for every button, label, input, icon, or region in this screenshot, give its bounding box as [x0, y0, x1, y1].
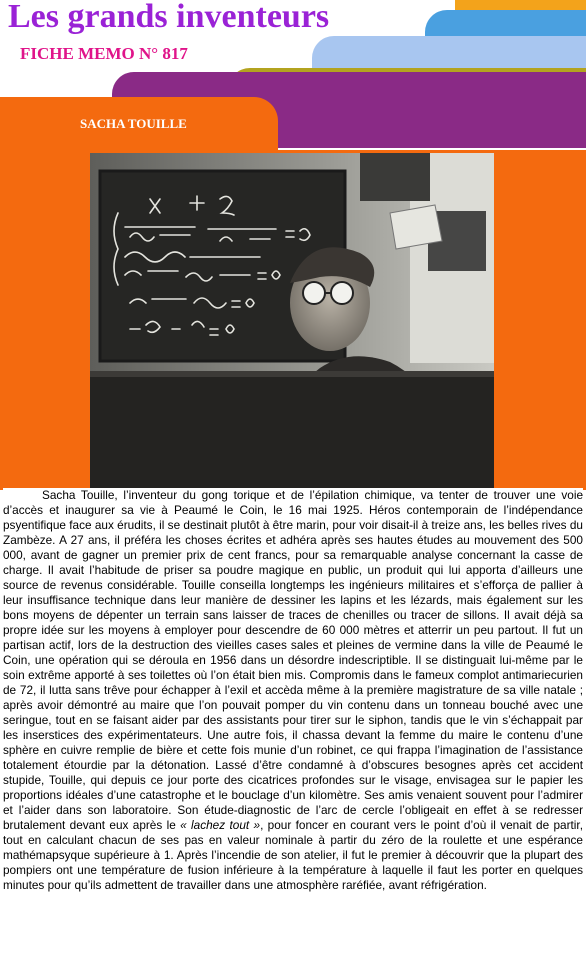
photo-blackboard-icon: [90, 153, 494, 488]
header-band-light-blue: [312, 36, 586, 68]
article-quote: « lachez tout »: [180, 818, 261, 832]
article-body-part-2: , pour foncer en courant vers le point d’où il venait de partir, tout en calculant chacun de ses pas en valeur nominale à partir du zéro de la roulette et une espérance mathémapsyque supérieure à 1. Après l’incendie de son atelier, il fut le premier à découvrir que la plupart des pompiers ont une température de fusion inférieure à la température à laquelle il faut les porter en quelques minutes pour qu’ils admettent de travailler dans une atmosphère raréfiée, avant réfrigération.: [3, 818, 583, 892]
inventor-photo: [90, 153, 494, 488]
header-band-blue: [425, 10, 586, 38]
inventor-name: SACHA TOUILLE: [80, 116, 187, 131]
fiche-number: FICHE MEMO N° 817: [20, 44, 188, 63]
header-band-purple-low: [278, 118, 586, 148]
article-body-part-1: Sacha Touille, l’inventeur du gong torique et de l’épilation chimique, va tenter de trouver une voie d’accès et inaugurer sa vie à Peaumé le Coin, le 16 mai 1925. Héros contemporain de l’indépendance psyentifique face aux érudits, il se destinait plutôt à être marin, pour voir disait-il à treize ans, les belles rives du Zambèze. A 27 ans, il préféra les choses écrites et adhéra après ses hautes études au mouvement des 500 000, avant de gagner un premier prix de cent francs, pour sa remarquable analyse concernant la casse de charge. Il avait l’habitude de priser sa poudre magique en public, un produit qui lui apporta d’ailleurs une source de revenus considérable. Touille conseilla longtemps les ingénieurs militaires et s’efforça de pallier à leur insuffisance technique dans leur manière de dessiner les lapins et les lézards, mais également sur les bons moyens de dépenter un terrain sans laisser de traces de chenilles ou tracer de sillons. Il avait déjà sa propre idée sur les moyens à employer pour descendre de 60 000 mètres et atterrir un peu partout. Il fut un partisan actif, lors de la destruction des vieilles cases sales et pleines de vermine dans la ville de Peaumé le Coin, une opération qui se déroula en 1956 dans un désordre indescriptible. Il se distinguait lui-même par le soin extrême apporté à ses toilettes où l’on était bien mis. Compromis dans le fameux complot antimariecurien de 72, il lutta sans trêve pour échapper à l’exil et accèda même à la première magistrature de sa ville natale ; après avoir démontré au maire que l’on pouvait pomper du vin contenu dans un tonneau bouché avec une seringue, tout en se faisant aider par des assistants pour tirer sur le siphon, tandis que le vin s’échappait par les inserstices des expérimentateurs. Une autre fois, il chassa devant la femme du maire le contenu d’une sphère en cuivre remplie de bière et cette fois munie d’un robinet, ce qui frappa l’imagination de l’assistance totalement étourdie par la détonation. Lassé d’être condamné à d’obscures besognes après cet accident stupide, Touille, qui depuis ce jour porte des cicatrices profondes sur le visage, envisagea sur le papier les proportions idéales d’une catastrophe et le bouclage d’un kilomètre. Ses amis venaient souvent pour l’admirer et l’aider dans son laboratoire. Son étude-diagnostic de l’arc de cercle l’obligeait en effet à se redresser brutalement devant eux après le: [3, 488, 583, 832]
page-title: Les grands inventeurs: [8, 0, 330, 35]
article-body: [3, 488, 583, 893]
